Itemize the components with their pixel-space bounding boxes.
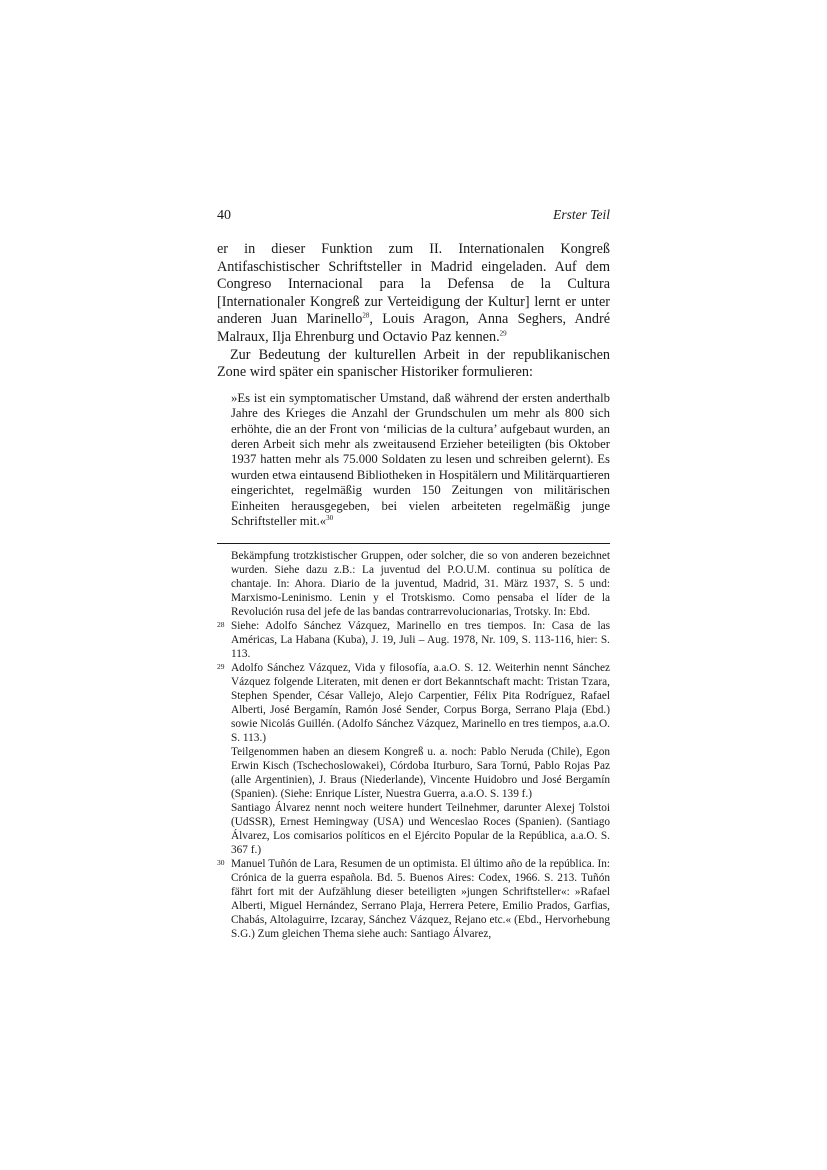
book-page: [217, 207, 610, 941]
footnotes: [217, 549, 610, 941]
footnote-text: Santiago Álvarez nennt noch weitere hundert Teilnehmer, darunter Alexej Tolstoi (UdSSR), Ernest Hemingway (USA) und Wenceslao Roces (Spanien). (Santiago Álvarez, Los comisarios políticos en el Ejército Popular de la República, a.a.O. S. 367 f.): [231, 802, 610, 857]
paragraph: Zur Bedeutung der kulturellen Arbeit in der republikanischen Zone wird später ein spanischer Historiker formulieren:: [217, 346, 610, 381]
footnote-29: [217, 661, 610, 857]
paragraph: [217, 241, 610, 347]
paragraph-text: er in dieser Funktion zum II. Internationalen Kongreß Antifaschistischer Schriftsteller in Madrid eingeladen. Auf dem Congreso Internacional para la Defensa de la Cultura [Internationaler Kongreß zur Verteidigung der Kultur] lernt er unter anderen Juan Marinello: [217, 241, 610, 328]
footnote-28: [217, 619, 610, 661]
footnote-text: Adolfo Sánchez Vázquez, Vida y filosofía, a.a.O. S. 12. Weiterhin nennt Sánchez Vázquez folgende Literaten, mit denen er dort Bekanntschaft macht: Tristan Tzara, Stephen Spender, César Vallejo, Alejo Carpentier, Félix Pita Rodríguez, Rafael Alberti, José Bergamín, Ramón José Sender, Corpus Borga, Serrano Plaja (Ebd.) sowie Nicolás Guillén. (Adolfo Sánchez Vázquez, Marinello en tres tiempos, a.a.O. S. 113.): [231, 662, 610, 745]
footnote-separator: [217, 543, 610, 544]
paragraph-text: , Louis Aragon, Anna Seghers, André Malraux, Ilja Ehrenburg und Octavio Paz kennen.: [217, 311, 610, 345]
running-title: Erster Teil: [553, 207, 610, 222]
footnote-text: Manuel Tuñón de Lara, Resumen de un optimista. El último año de la república. In: Crónica de la guerra española. Bd. 5. Buenos Aires: Codex, 1966. S. 213. Tuñón fährt fort mit der Aufzählung dieser beteiligten »jungen Schriftsteller«: »Rafael Alberti, Miguel Hernández, Serrano Plaja, Herrera Petere, Emilio Prados, Garfias, Chabás, Altolaguirre, Izcaray, Sánchez Vázquez, Rejano etc.« (Ebd., Hervorhebung S.G.) Zum gleichen Thema siehe auch: Santiago Álvarez,: [231, 858, 610, 941]
footnote-ref: 30: [326, 513, 334, 522]
footnote-text: Bekämpfung trotzkistischer Gruppen, oder solcher, die so von anderen bezeichnet wurden. Siehe dazu z.B.: La juventud del P.O.U.M. continua su política de chantaje. In: Ahora. Diario de la juventud, Madrid, 31. März 1937, S. 5 und: Marxismo-Leninismo. Lenin y el Trotskismo. Como pensaba el líder de la Revolución rusa del jefe de las bandas contrarrevolucionarias, Trotsky. In: Ebd.: [231, 550, 610, 619]
page-header: [217, 207, 610, 229]
footnote-30: [217, 857, 610, 941]
quote-text: »Es ist ein symptomatischer Umstand, daß während der ersten anderthalb Jahre des Krieges die Anzahl der Grundschulen um mehr als 800 sich erhöhte, die an der Front von ‘milicias de la cultura’ aufgebaut wurden, an deren Arbeit sich mehr als zweitausend Erzieher beteiligten (bis Oktober 1937 hatten mehr als 75.000 Soldaten zu lesen und schreiben gelernt). Es wurden etwa eintausend Bibliotheken in Hospitälern und Militärquartieren eingerichtet, regelmäßig wurden 150 Zeitungen von militärischen Einheiten herausgegeben, bei vielen arbeiteten regelmäßig junge Schriftsteller mit.«: [231, 390, 610, 528]
footnote-ref: 29: [499, 329, 507, 338]
footnote-number: 30: [217, 858, 225, 868]
block-quote: [231, 391, 610, 530]
footnote-text: Siehe: Adolfo Sánchez Vázquez, Marinello en tres tiempos. In: Casa de las Américas, La Habana (Kuba), J. 19, Juli – Aug. 1978, Nr. 109, S. 113-116, hier: S. 113.: [231, 620, 610, 661]
footnote-number: 29: [217, 662, 225, 672]
footnote-ref: 28: [362, 311, 370, 320]
page-number: 40: [217, 208, 231, 223]
footnote-number: 28: [217, 620, 225, 630]
footnote-text: Teilgenommen haben an diesem Kongreß u. a. noch: Pablo Neruda (Chile), Egon Erwin Kisch (Tschechoslowakei), Córdoba Iturburo, Sara Tornú, Pablo Rojas Paz (alle Argentinien), J. Braus (Niederlande), Vincente Huidobro und José Bergamín (Spanien). (Siehe: Enrique Líster, Nuestra Guerra, a.a.O. S. 139 f.): [231, 746, 610, 801]
main-text: [217, 241, 610, 382]
footnote-continued: [217, 549, 610, 619]
